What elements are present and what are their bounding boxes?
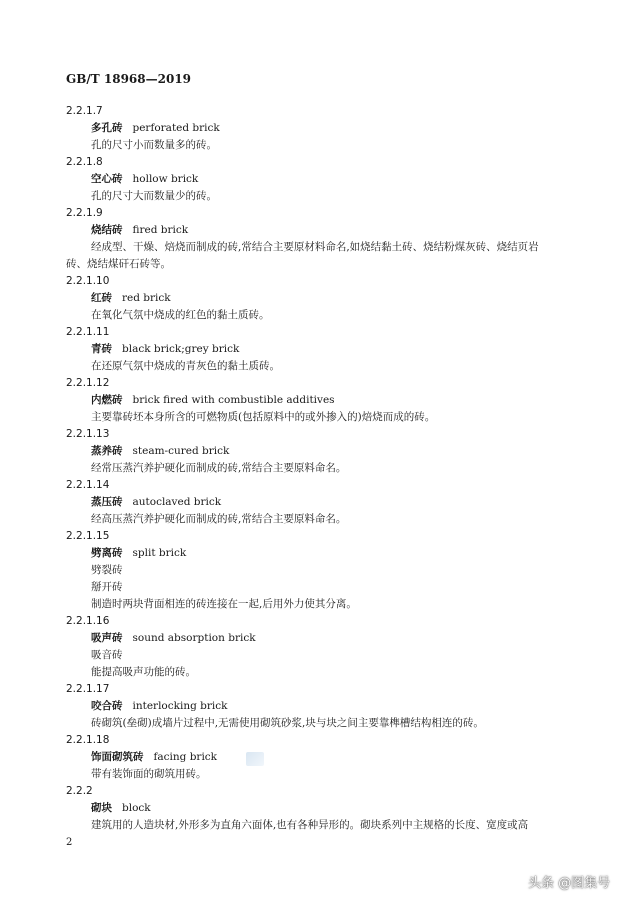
term-heading (66, 494, 586, 511)
document-body (66, 103, 586, 834)
clause-number: 2.2.1.8 (66, 156, 103, 168)
clause-number: 2.2.1.15 (66, 530, 110, 542)
term-heading (66, 341, 586, 358)
term-english: hollow brick (132, 173, 199, 185)
term-english: split brick (132, 547, 187, 559)
term-english: facing brick (153, 751, 218, 763)
term-english: black brick;grey brick (122, 343, 240, 355)
term-heading (66, 443, 586, 460)
term-heading (66, 392, 586, 409)
clause-number: 2.2.1.16 (66, 615, 110, 627)
scan-artifact (246, 752, 264, 766)
definition-line: 孔的尺寸小而数量多的砖。 (91, 139, 217, 151)
term-english: interlocking brick (132, 700, 228, 712)
term-entry (66, 324, 586, 375)
clause-number: 2.2.1.18 (66, 734, 110, 746)
definition-line: 在氧化气氛中烧成的红色的黏土质砖。 (91, 309, 270, 321)
definition-line: 经高压蒸汽养护硬化而制成的砖,常结合主要原料命名。 (91, 513, 347, 525)
term-heading (66, 749, 586, 766)
clause-number: 2.2.1.11 (66, 326, 110, 338)
term-entry (66, 273, 586, 324)
term-english: steam-cured brick (132, 445, 230, 457)
definition-line: 掰开砖 (91, 581, 123, 593)
term-chinese: 蒸养砖 (91, 445, 123, 457)
term-chinese: 多孔砖 (91, 122, 123, 134)
term-heading (66, 630, 586, 647)
term-english: red brick (122, 292, 171, 304)
term-chinese: 饰面砌筑砖 (91, 751, 144, 763)
term-english: brick fired with combustible additives (132, 394, 335, 406)
definition-line: 劈裂砖 (91, 564, 123, 576)
definition-line: 带有装饰面的砌筑用砖。 (91, 768, 207, 780)
definition-line: 建筑用的人造块材,外形多为直角六面体,也有各种异形的。砌块系列中主规格的长度、宽度或高 (91, 819, 529, 831)
term-heading (66, 171, 586, 188)
clause-number: 2.2.1.12 (66, 377, 110, 389)
term-chinese: 劈离砖 (91, 547, 123, 559)
term-chinese: 砌块 (91, 802, 112, 814)
clause-number: 2.2.1.13 (66, 428, 110, 440)
term-entry (66, 613, 586, 681)
clause-number: 2.2.1.17 (66, 683, 110, 695)
term-chinese: 红砖 (91, 292, 112, 304)
term-chinese: 吸声砖 (91, 632, 123, 644)
term-chinese: 青砖 (91, 343, 112, 355)
clause-number: 2.2.1.14 (66, 479, 110, 491)
term-entry (66, 732, 586, 783)
term-chinese: 蒸压砖 (91, 496, 123, 508)
standard-code: GB/T 18968—2019 (66, 72, 192, 86)
definition-line: 主要靠砖坯本身所含的可燃物质(包括原料中的或外掺入的)焙烧而成的砖。 (91, 411, 436, 423)
definition-line: 能提高吸声功能的砖。 (91, 666, 196, 678)
term-english: perforated brick (132, 122, 220, 134)
term-entry (66, 783, 586, 834)
term-entry (66, 426, 586, 477)
term-english: block (122, 802, 151, 814)
term-chinese: 咬合砖 (91, 700, 123, 712)
term-heading (66, 290, 586, 307)
term-entry (66, 205, 586, 273)
term-entry (66, 528, 586, 613)
term-heading (66, 800, 586, 817)
definition-line: 孔的尺寸大而数量少的砖。 (91, 190, 217, 202)
clause-number: 2.2.1.9 (66, 207, 103, 219)
term-entry (66, 103, 586, 154)
term-english: fired brick (132, 224, 189, 236)
term-entry (66, 681, 586, 732)
clause-number: 2.2.1.10 (66, 275, 110, 287)
term-heading (66, 120, 586, 137)
definition-line: 砖砌筑(垒砌)成墙片过程中,无需使用砌筑砂浆,块与块之间主要靠榫槽结构相连的砖。 (91, 717, 484, 729)
clause-number: 2.2.1.7 (66, 105, 103, 117)
term-heading (66, 698, 586, 715)
term-heading (66, 545, 586, 562)
clause-number: 2.2.2 (66, 785, 93, 797)
definition-line: 经常压蒸汽养护硬化而制成的砖,常结合主要原料命名。 (91, 462, 347, 474)
definition-line: 制造时两块背面相连的砖连接在一起,后用外力使其分离。 (91, 598, 357, 610)
definition-line: 在还原气氛中烧成的青灰色的黏土质砖。 (91, 360, 280, 372)
watermark: 头条 @图集号 (528, 876, 611, 891)
term-chinese: 内燃砖 (91, 394, 123, 406)
term-chinese: 烧结砖 (91, 224, 123, 236)
term-english: sound absorption brick (132, 632, 256, 644)
term-entry (66, 154, 586, 205)
term-heading (66, 222, 586, 239)
term-entry (66, 375, 586, 426)
definition-line: 砖、烧结煤矸石砖等。 (66, 258, 171, 270)
term-chinese: 空心砖 (91, 173, 123, 185)
page-number: 2 (66, 837, 73, 848)
term-entry (66, 477, 586, 528)
term-english: autoclaved brick (132, 496, 222, 508)
definition-line: 吸音砖 (91, 649, 123, 661)
definition-line: 经成型、干燥、焙烧而制成的砖,常结合主要原材料命名,如烧结黏土砖、烧结粉煤灰砖、烧结页岩 (91, 241, 539, 253)
